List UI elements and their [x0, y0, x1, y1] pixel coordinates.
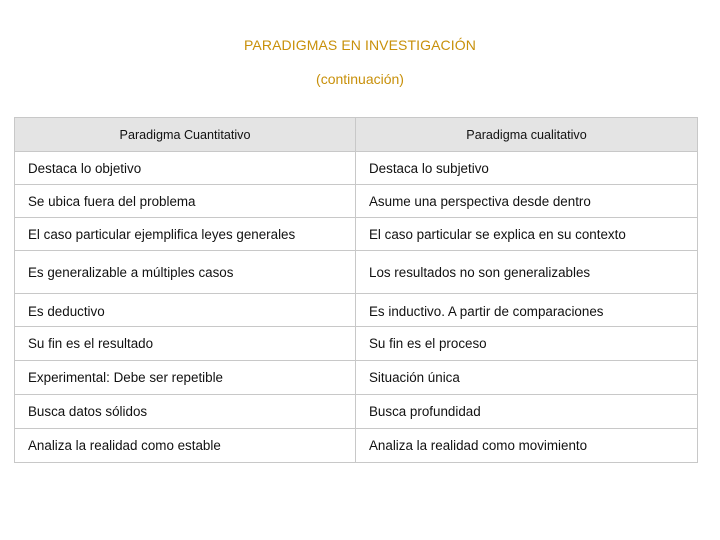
cell-quantitative: Es deductivo — [15, 294, 356, 327]
cell-qualitative: Destaca lo subjetivo — [356, 152, 698, 185]
column-header-qualitative: Paradigma cualitativo — [356, 118, 698, 152]
column-header-quantitative: Paradigma Cuantitativo — [15, 118, 356, 152]
cell-qualitative: Situación única — [356, 361, 698, 395]
table-row — [15, 251, 698, 294]
cell-quantitative: Experimental: Debe ser repetible — [15, 361, 356, 395]
comparison-table — [14, 117, 698, 463]
cell-quantitative: Analiza la realidad como estable — [15, 429, 356, 463]
cell-qualitative: Asume una perspectiva desde dentro — [356, 185, 698, 218]
cell-qualitative: Busca profundidad — [356, 395, 698, 429]
cell-qualitative: El caso particular se explica en su contexto — [356, 218, 698, 251]
cell-quantitative: El caso particular ejemplifica leyes generales — [15, 218, 356, 251]
table-row — [15, 395, 698, 429]
table-row — [15, 185, 698, 218]
table-row — [15, 218, 698, 251]
cell-qualitative: Es inductivo. A partir de comparaciones — [356, 294, 698, 327]
table-row — [15, 429, 698, 463]
page-title: PARADIGMAS EN INVESTIGACIÓN — [244, 37, 476, 53]
cell-qualitative: Analiza la realidad como movimiento — [356, 429, 698, 463]
cell-qualitative: Su fin es el proceso — [356, 327, 698, 361]
table-header-row — [15, 118, 698, 152]
table-row — [15, 361, 698, 395]
cell-quantitative: Destaca lo objetivo — [15, 152, 356, 185]
table-row — [15, 327, 698, 361]
cell-quantitative: Busca datos sólidos — [15, 395, 356, 429]
table-row — [15, 152, 698, 185]
cell-qualitative: Los resultados no son generalizables — [356, 251, 698, 294]
table-row — [15, 294, 698, 327]
cell-quantitative: Es generalizable a múltiples casos — [15, 251, 356, 294]
cell-quantitative: Se ubica fuera del problema — [15, 185, 356, 218]
cell-quantitative: Su fin es el resultado — [15, 327, 356, 361]
page-subtitle: (continuación) — [316, 71, 404, 87]
